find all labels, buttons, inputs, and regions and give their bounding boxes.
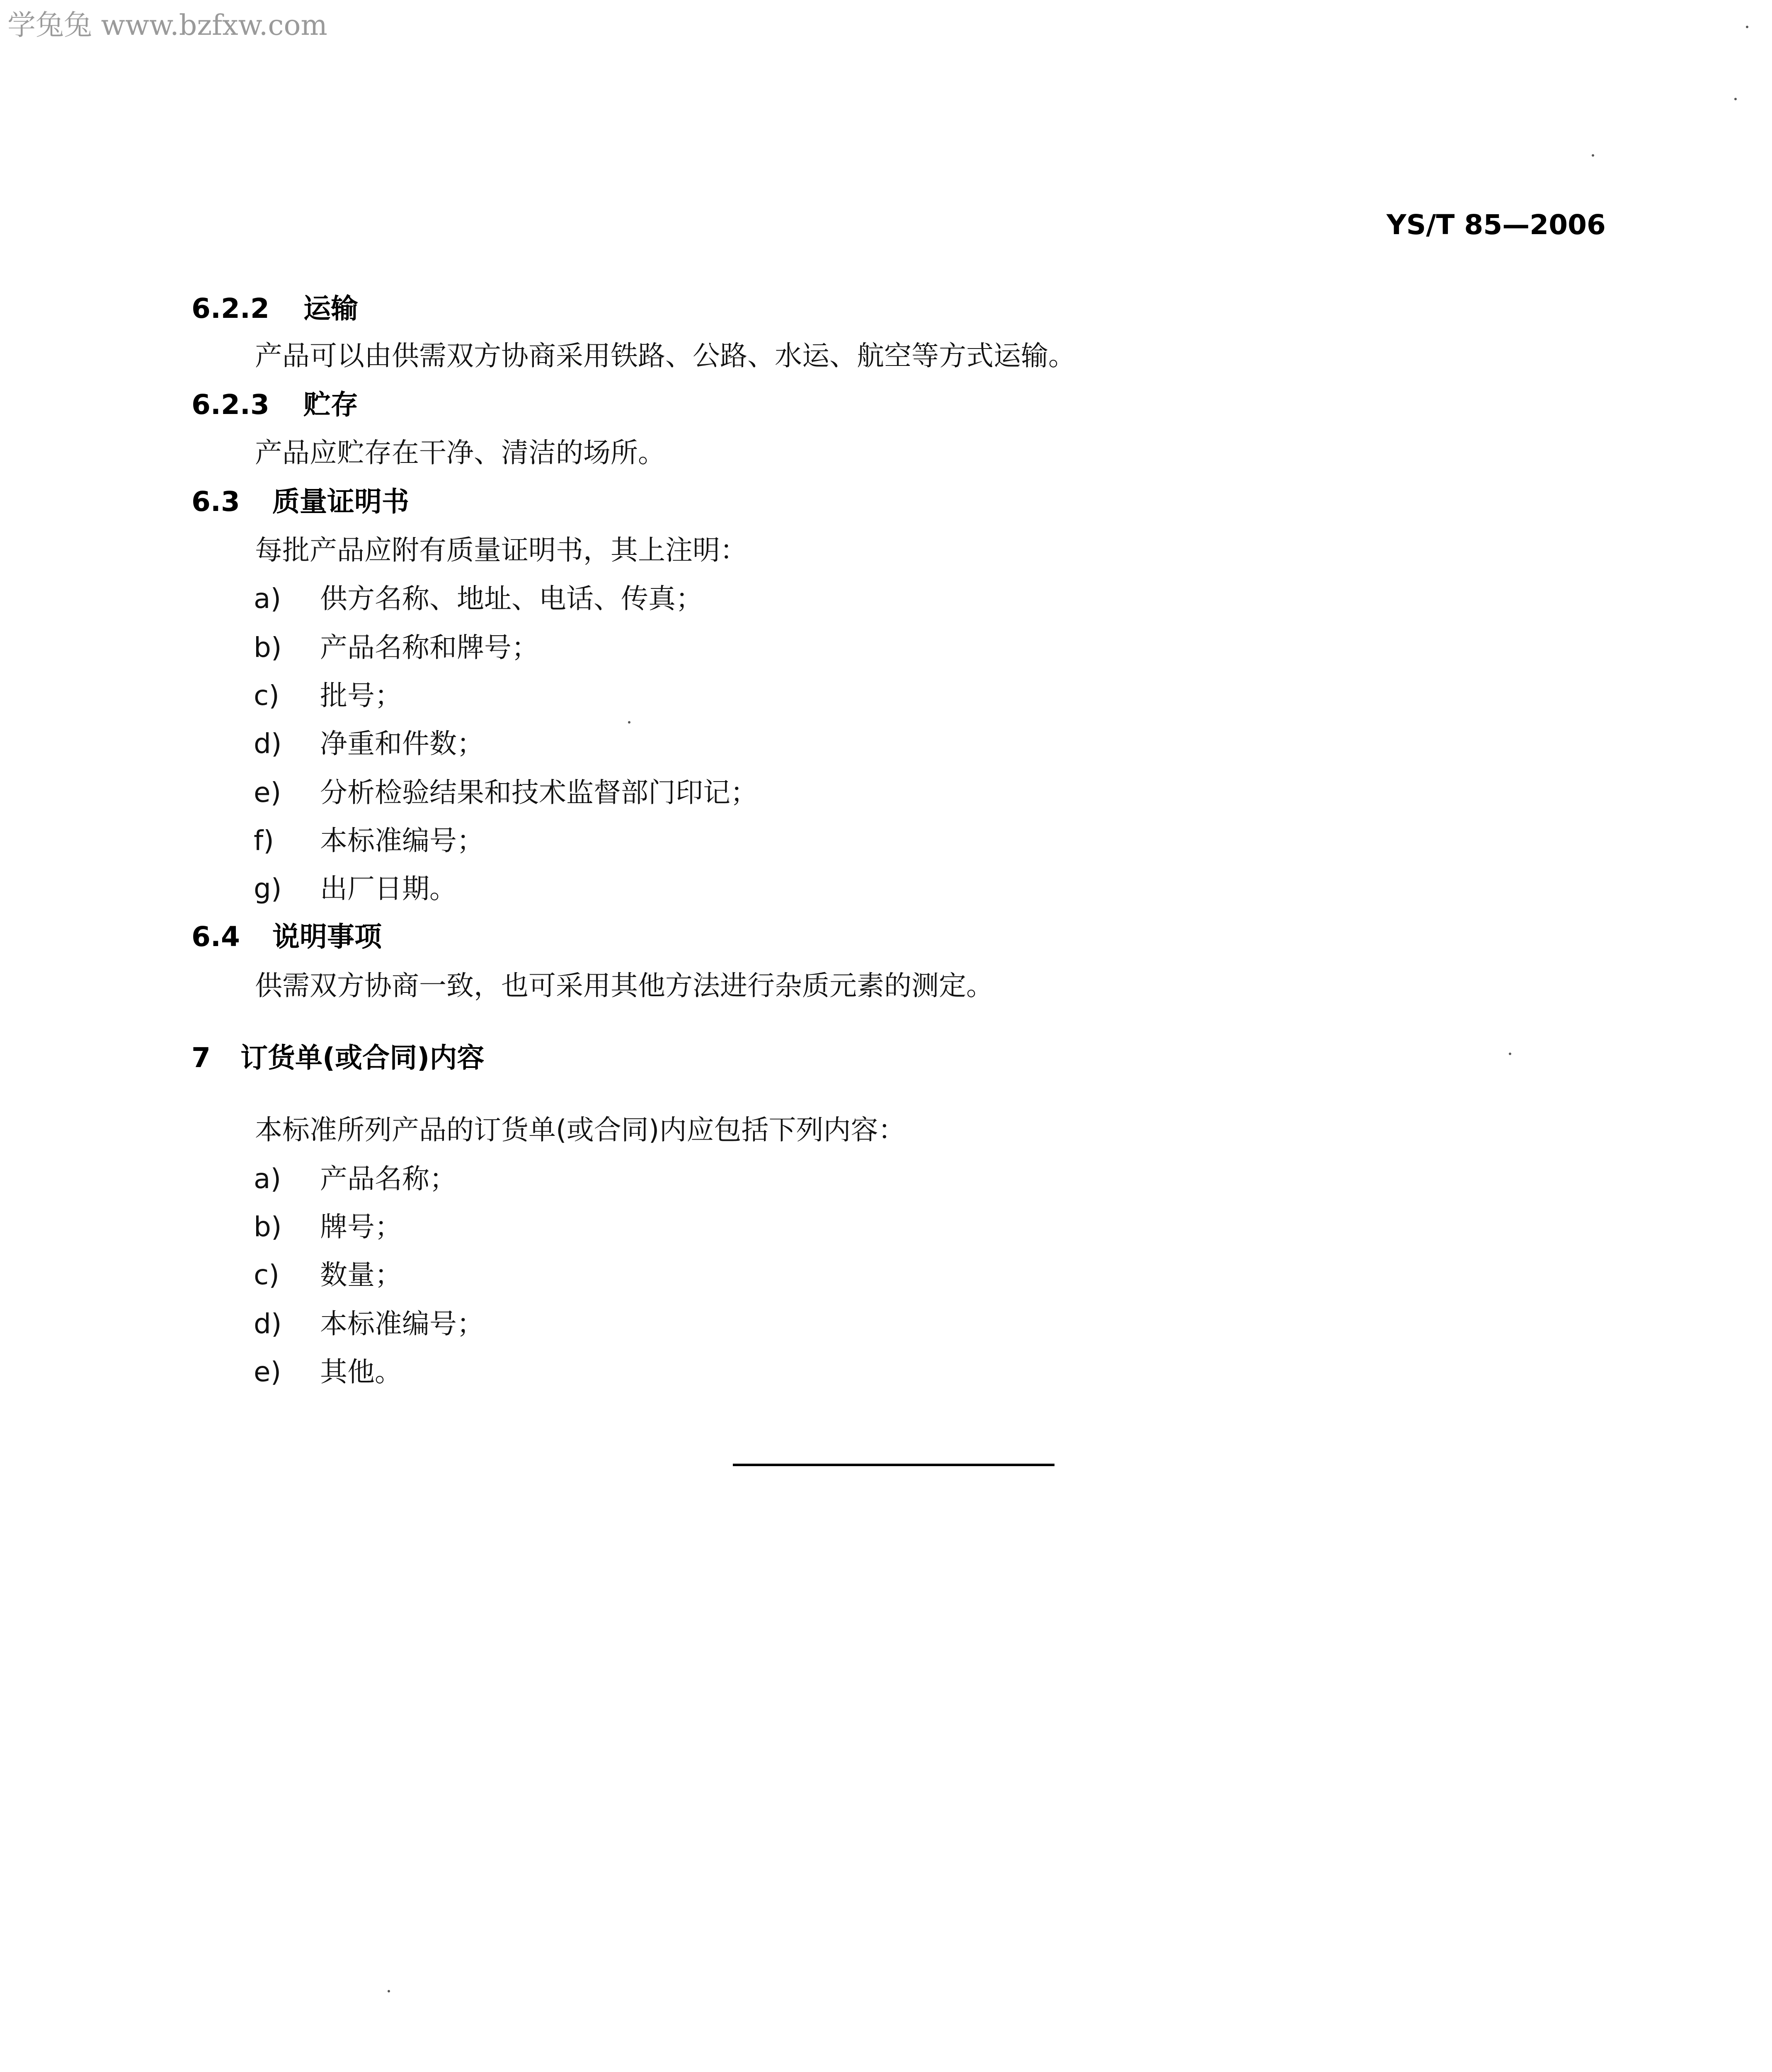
list-item-text: 出厂日期。 — [320, 873, 457, 905]
section-number: 7 — [192, 1042, 211, 1074]
list-item — [254, 875, 457, 903]
list-item-text: 本标准编号； — [320, 1308, 484, 1340]
list-item-text: 供方名称、地址、电话、传真； — [320, 583, 703, 615]
scan-speck — [1746, 26, 1748, 28]
list-item-text: 数量； — [320, 1259, 402, 1291]
paragraph-certificate-intro: 每批产品应附有质量证明书，其上注明： — [255, 534, 747, 566]
list-marker: e) — [254, 777, 281, 808]
heading-6-4 — [192, 923, 382, 951]
list-item-text: 本标准编号； — [320, 825, 484, 857]
list-marker: d) — [254, 728, 282, 760]
section-number: 6.2.2 — [192, 293, 269, 324]
list-item-text: 牌号； — [320, 1211, 402, 1243]
list-item — [254, 1358, 402, 1386]
list-item — [254, 779, 758, 806]
scan-speck — [388, 1990, 390, 1992]
list-item — [254, 583, 703, 615]
list-item — [254, 1213, 402, 1241]
paragraph-order-intro: 本标准所列产品的订货单(或合同)内应包括下列内容： — [255, 1114, 906, 1146]
list-marker: e) — [254, 1356, 281, 1388]
list-item-text: 产品名称和牌号； — [320, 632, 539, 663]
list-item — [254, 1165, 457, 1193]
heading-6-2-3 — [192, 391, 358, 419]
list-marker: a) — [254, 1163, 281, 1195]
watermark: 学兔兔 www.bzfxw.com — [7, 9, 327, 42]
section-title: 运输 — [303, 293, 358, 324]
heading-6-2-2 — [192, 295, 358, 322]
list-item-text: 批号； — [320, 680, 402, 712]
list-item — [254, 1310, 484, 1338]
list-item-text: 净重和件数； — [320, 728, 484, 760]
list-marker: g) — [254, 873, 282, 905]
list-marker: b) — [254, 632, 282, 663]
section-title: 贮存 — [303, 389, 358, 421]
paragraph-transport: 产品可以由供需双方协商采用铁路、公路、水运、航空等方式运输。 — [255, 340, 1076, 372]
list-marker: d) — [254, 1308, 282, 1340]
section-title: 质量证明书 — [272, 486, 409, 518]
document-number: YS/T 85—2006 — [1387, 209, 1606, 241]
heading-7 — [192, 1044, 484, 1072]
list-marker: f) — [254, 825, 274, 857]
list-item — [254, 634, 539, 661]
list-marker: c) — [254, 680, 280, 712]
paragraph-notes: 供需双方协商一致，也可采用其他方法进行杂质元素的测定。 — [255, 970, 994, 1002]
scan-speck — [1509, 1053, 1511, 1055]
list-marker: b) — [254, 1211, 282, 1243]
scan-speck — [628, 721, 630, 724]
section-title: 订货单(或合同)内容 — [240, 1042, 485, 1074]
paragraph-storage: 产品应贮存在干净、清洁的场所。 — [255, 437, 665, 469]
list-item-text: 产品名称； — [320, 1163, 457, 1195]
section-number: 6.4 — [192, 921, 240, 953]
list-item — [254, 1261, 402, 1289]
scan-speck — [1592, 154, 1594, 157]
list-item-text: 分析检验结果和技术监督部门印记； — [320, 777, 758, 808]
section-number: 6.3 — [192, 486, 240, 518]
list-marker: c) — [254, 1259, 280, 1291]
section-title: 说明事项 — [272, 921, 382, 953]
end-rule — [733, 1464, 1054, 1466]
list-item — [254, 680, 402, 712]
list-marker: a) — [254, 583, 281, 615]
list-item — [254, 730, 484, 758]
list-item-text: 其他。 — [320, 1356, 402, 1388]
scan-speck — [1734, 98, 1737, 100]
heading-6-3 — [192, 488, 409, 516]
section-number: 6.2.3 — [192, 389, 269, 421]
list-item — [254, 825, 484, 857]
